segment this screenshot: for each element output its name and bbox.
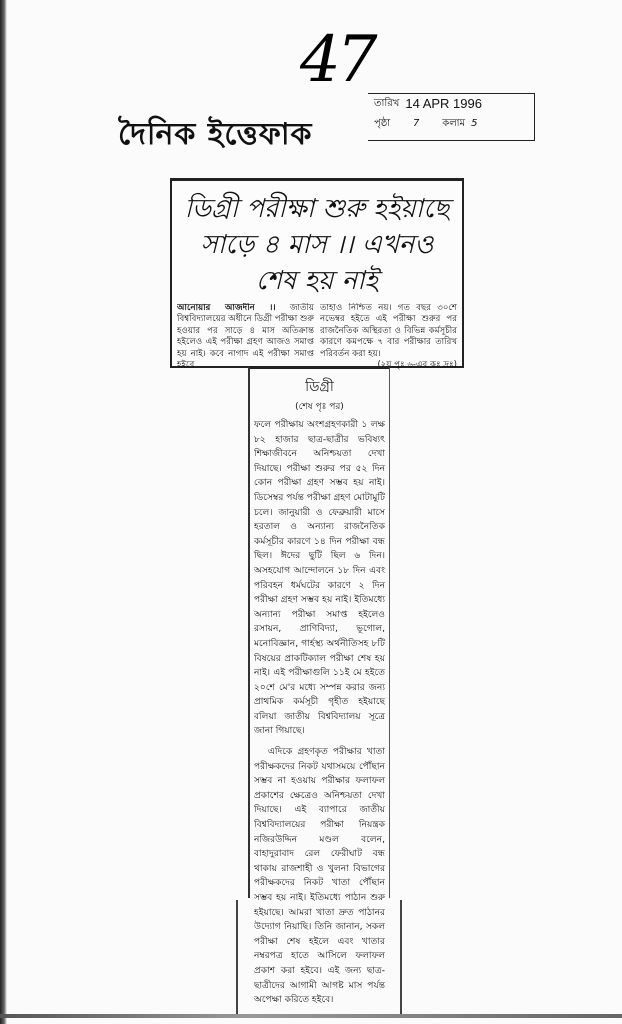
scan-artifact-line — [400, 900, 402, 1015]
scan-bottom-edge — [0, 1014, 622, 1018]
scan-artifact-line — [236, 900, 238, 1015]
lead-text-2: তাহাও নিশ্চিত নয়। গত বছর ৩০শে নভেম্বর হইতে এই পরীক্ষা শুরুর পর রাজনৈতিক অস্থিরতা ও বিভিন্ন কর্মসূচীর কারণে কমপক্ষে ৭ বার পরীক্ষার তারিখ পরিবর্তন করা হয়। — [320, 303, 457, 359]
stamp-column-label: কলাম — [442, 118, 466, 129]
stamp-column-value: 5 — [471, 118, 478, 129]
article-headline: ডিগ্রী পরীক্ষা শুরু হইয়াছে সাড়ে ৪ মাস ।। এখনও শেষ হয় নাই — [184, 194, 450, 296]
stamp-date-value: 14 APR 1996 — [405, 96, 482, 111]
stamp-page-label: পৃষ্ঠা — [374, 118, 391, 129]
lead-column-1 — [177, 303, 314, 371]
stamp-page-value: 7 — [413, 118, 420, 129]
lead-text-1: জাতীয় বিশ্ববিদ্যালয়ের অধীনে ডিগ্রী পরীক্ষা শুরু হওয়ার পর সাড়ে ৪ মাস অতিক্রান্ত হইলেও এই পরীক্ষা গ্রহণ আজও সমাপ্ত হয় নাই। কবে নাগাদ এই পরীক্ষা সমাপ্ত হইবে — [177, 303, 314, 371]
continued-reference: (২য় পৃঃ ৬-এর কঃ দ্রঃ) — [377, 360, 457, 371]
lead-column-2 — [320, 303, 457, 371]
newspaper-masthead: দৈনিক ইত্তেফাক — [118, 117, 313, 152]
article-continuation — [248, 366, 390, 1006]
byline: আনোয়ার আজদীন ।। — [177, 303, 276, 313]
article-lead — [177, 303, 457, 371]
archive-stamp — [368, 93, 535, 141]
scan-edge-shadow — [0, 0, 7, 1024]
continuation-subtitle: (শেষ পৃঃ পর) — [295, 402, 344, 412]
continuation-title: ডিগ্রী — [305, 379, 334, 395]
stamp-date-label: তারিখ — [374, 98, 400, 109]
stamp-page-row — [368, 114, 534, 134]
handwritten-page-number: 47 — [300, 23, 374, 97]
article-front-box — [170, 178, 464, 371]
continuation-paragraph: ফলে পরীক্ষায় অংশগ্রহণকারী ১ লক্ষ ৮২ হাজার ছাত্র-ছাত্রীর ভবিষ্যৎ শিক্ষাজীবনে অনিশ্চয়তা দেখা দিয়াছে। পরীক্ষা শুরুর পর ৫২ দিন কোন পরীক্ষা গ্রহণ সম্ভব হয় নাই। ডিসেম্বর পর্যন্ত পরীক্ষা গ্রহণ মোটামুটি চলে। জানুয়ারী ও ফেব্রুয়ারী মাসে হরতাল ও অন্যান্য রাজনৈতিক কর্মসূচীর কারণে ১৪ দিন পরীক্ষা বন্ধ ছিল। ঈদের ছুটি ছিল ৬ দিন। অসহযোগ আন্দোলনে ১৮ দিন এবং পরিবহন ধর্মঘটের কারণে ২ দিন পরীক্ষা গ্রহণ সম্ভব হয় নাই। ইতিমধ্যে অন্যান্য পরীক্ষা সমাপ্ত হইলেও রসায়ন, প্রাণিবিদ্যা, ভূগোল, মনোবিজ্ঞান, গার্হস্থ্য অর্থনীতিসহ ৮টি বিষয়ের প্রাকটিক্যাল পরীক্ষা শেষ হয় নাই। এই পরীক্ষাগুলি ১১ই মে হইতে ২০শে মে'র মধ্যে সম্পন্ন করার জন্য প্রাথমিক কর্মসূচী গৃহীত হইয়াছে বলিয়া জাতীয় বিশ্ববিদ্যালয় সূত্রে জানা গিয়াছে। — [254, 420, 385, 737]
continuation-paragraph: এদিকে গ্রহণকৃত পরীক্ষার খাতা পরীক্ষকদের নিকট যথাসময়ে পৌঁছান সম্ভব না হওয়ায় পরীক্ষার ফলাফল প্রকাশের ক্ষেত্রেও অনিশ্চয়তা দেখা দিয়াছে। এই ব্যাপারে জাতীয় বিশ্ববিদ্যালয়ের পরীক্ষা নিয়ন্ত্রক নজিরউদ্দিন মণ্ডল বলেন, বাহাদুরাবাদ রেল ফেরীঘাট বন্ধ থাকায় রাজশাহী ও খুলনা বিভাগের পরীক্ষকদের নিকট খাতা পৌঁছান সম্ভব হয় নাই। ইতিমধ্যে পাঠান শুরু হইয়াছে। আমরা খাতা দ্রুত পাঠানর উদ্যোগ নিয়াছি। তিনি জানান, সকল পরীক্ষা শেষ হইলে এবং খাতার নম্বরপত্র হাতে আসিলে ফলাফল প্রকাশ করা হইবে। এই জন্য ছাত্র-ছাত্রীদের আগামী আগষ্ট মাস পর্যন্ত অপেক্ষা করিতে হইবে। — [254, 747, 385, 1006]
stamp-date-row — [368, 94, 534, 114]
